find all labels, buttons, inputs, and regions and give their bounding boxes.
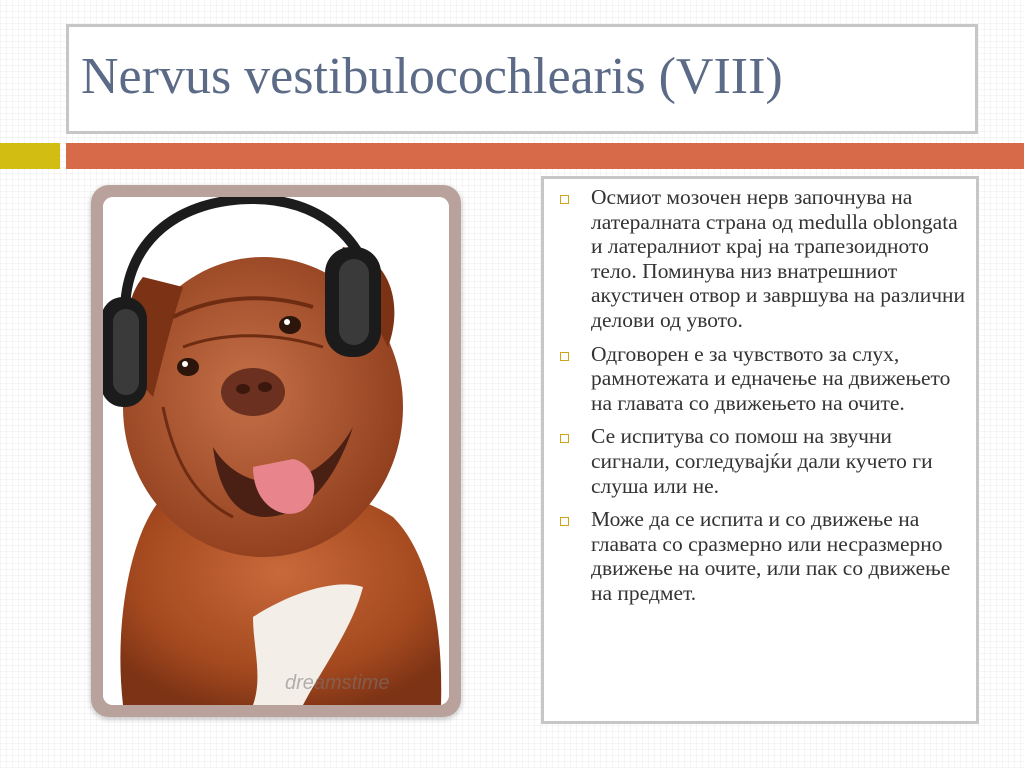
list-item xyxy=(552,185,972,333)
bullet-text: Одговорен е за чувството за слух, рамнотежата и едначење на движењето на главата со движењето на очите. xyxy=(591,341,951,415)
bullet-list xyxy=(552,185,972,615)
hollow-square-bullet-icon xyxy=(560,195,569,204)
bullet-text: Може да се испита и со движење на главата со сразмерно или несразмерно движење на очите, или пак со движење на предмет. xyxy=(591,507,951,605)
dog-photo-frame xyxy=(91,185,461,717)
slide-title: Nervus vestibulocochlearis (VIII) xyxy=(81,48,783,105)
hollow-square-bullet-icon xyxy=(560,434,569,443)
title-box xyxy=(66,24,978,134)
list-item xyxy=(552,507,972,605)
watermark-text: dreamstime xyxy=(285,672,390,694)
hollow-square-bullet-icon xyxy=(560,352,569,361)
hollow-square-bullet-icon xyxy=(560,517,569,526)
list-item xyxy=(552,342,972,416)
accent-bar-yellow xyxy=(0,143,60,169)
list-item xyxy=(552,424,972,498)
dog-photo xyxy=(103,197,449,705)
accent-bar-orange xyxy=(66,143,1024,169)
bullet-text: Се испитува со помош на звучни сигнали, согледувајќи дали кучето ги слуша или не. xyxy=(591,424,933,498)
bullet-text: Осмиот мозочен нерв започнува на латералната страна од medulla oblongata и латералниот крај на трапезоидното тело. Поминува низ внатрешниот акустичен отвор и завршува на различни делови од увото. xyxy=(591,185,966,332)
bullet-text-box xyxy=(541,176,979,724)
dog-with-headphones-illustration xyxy=(103,197,449,705)
